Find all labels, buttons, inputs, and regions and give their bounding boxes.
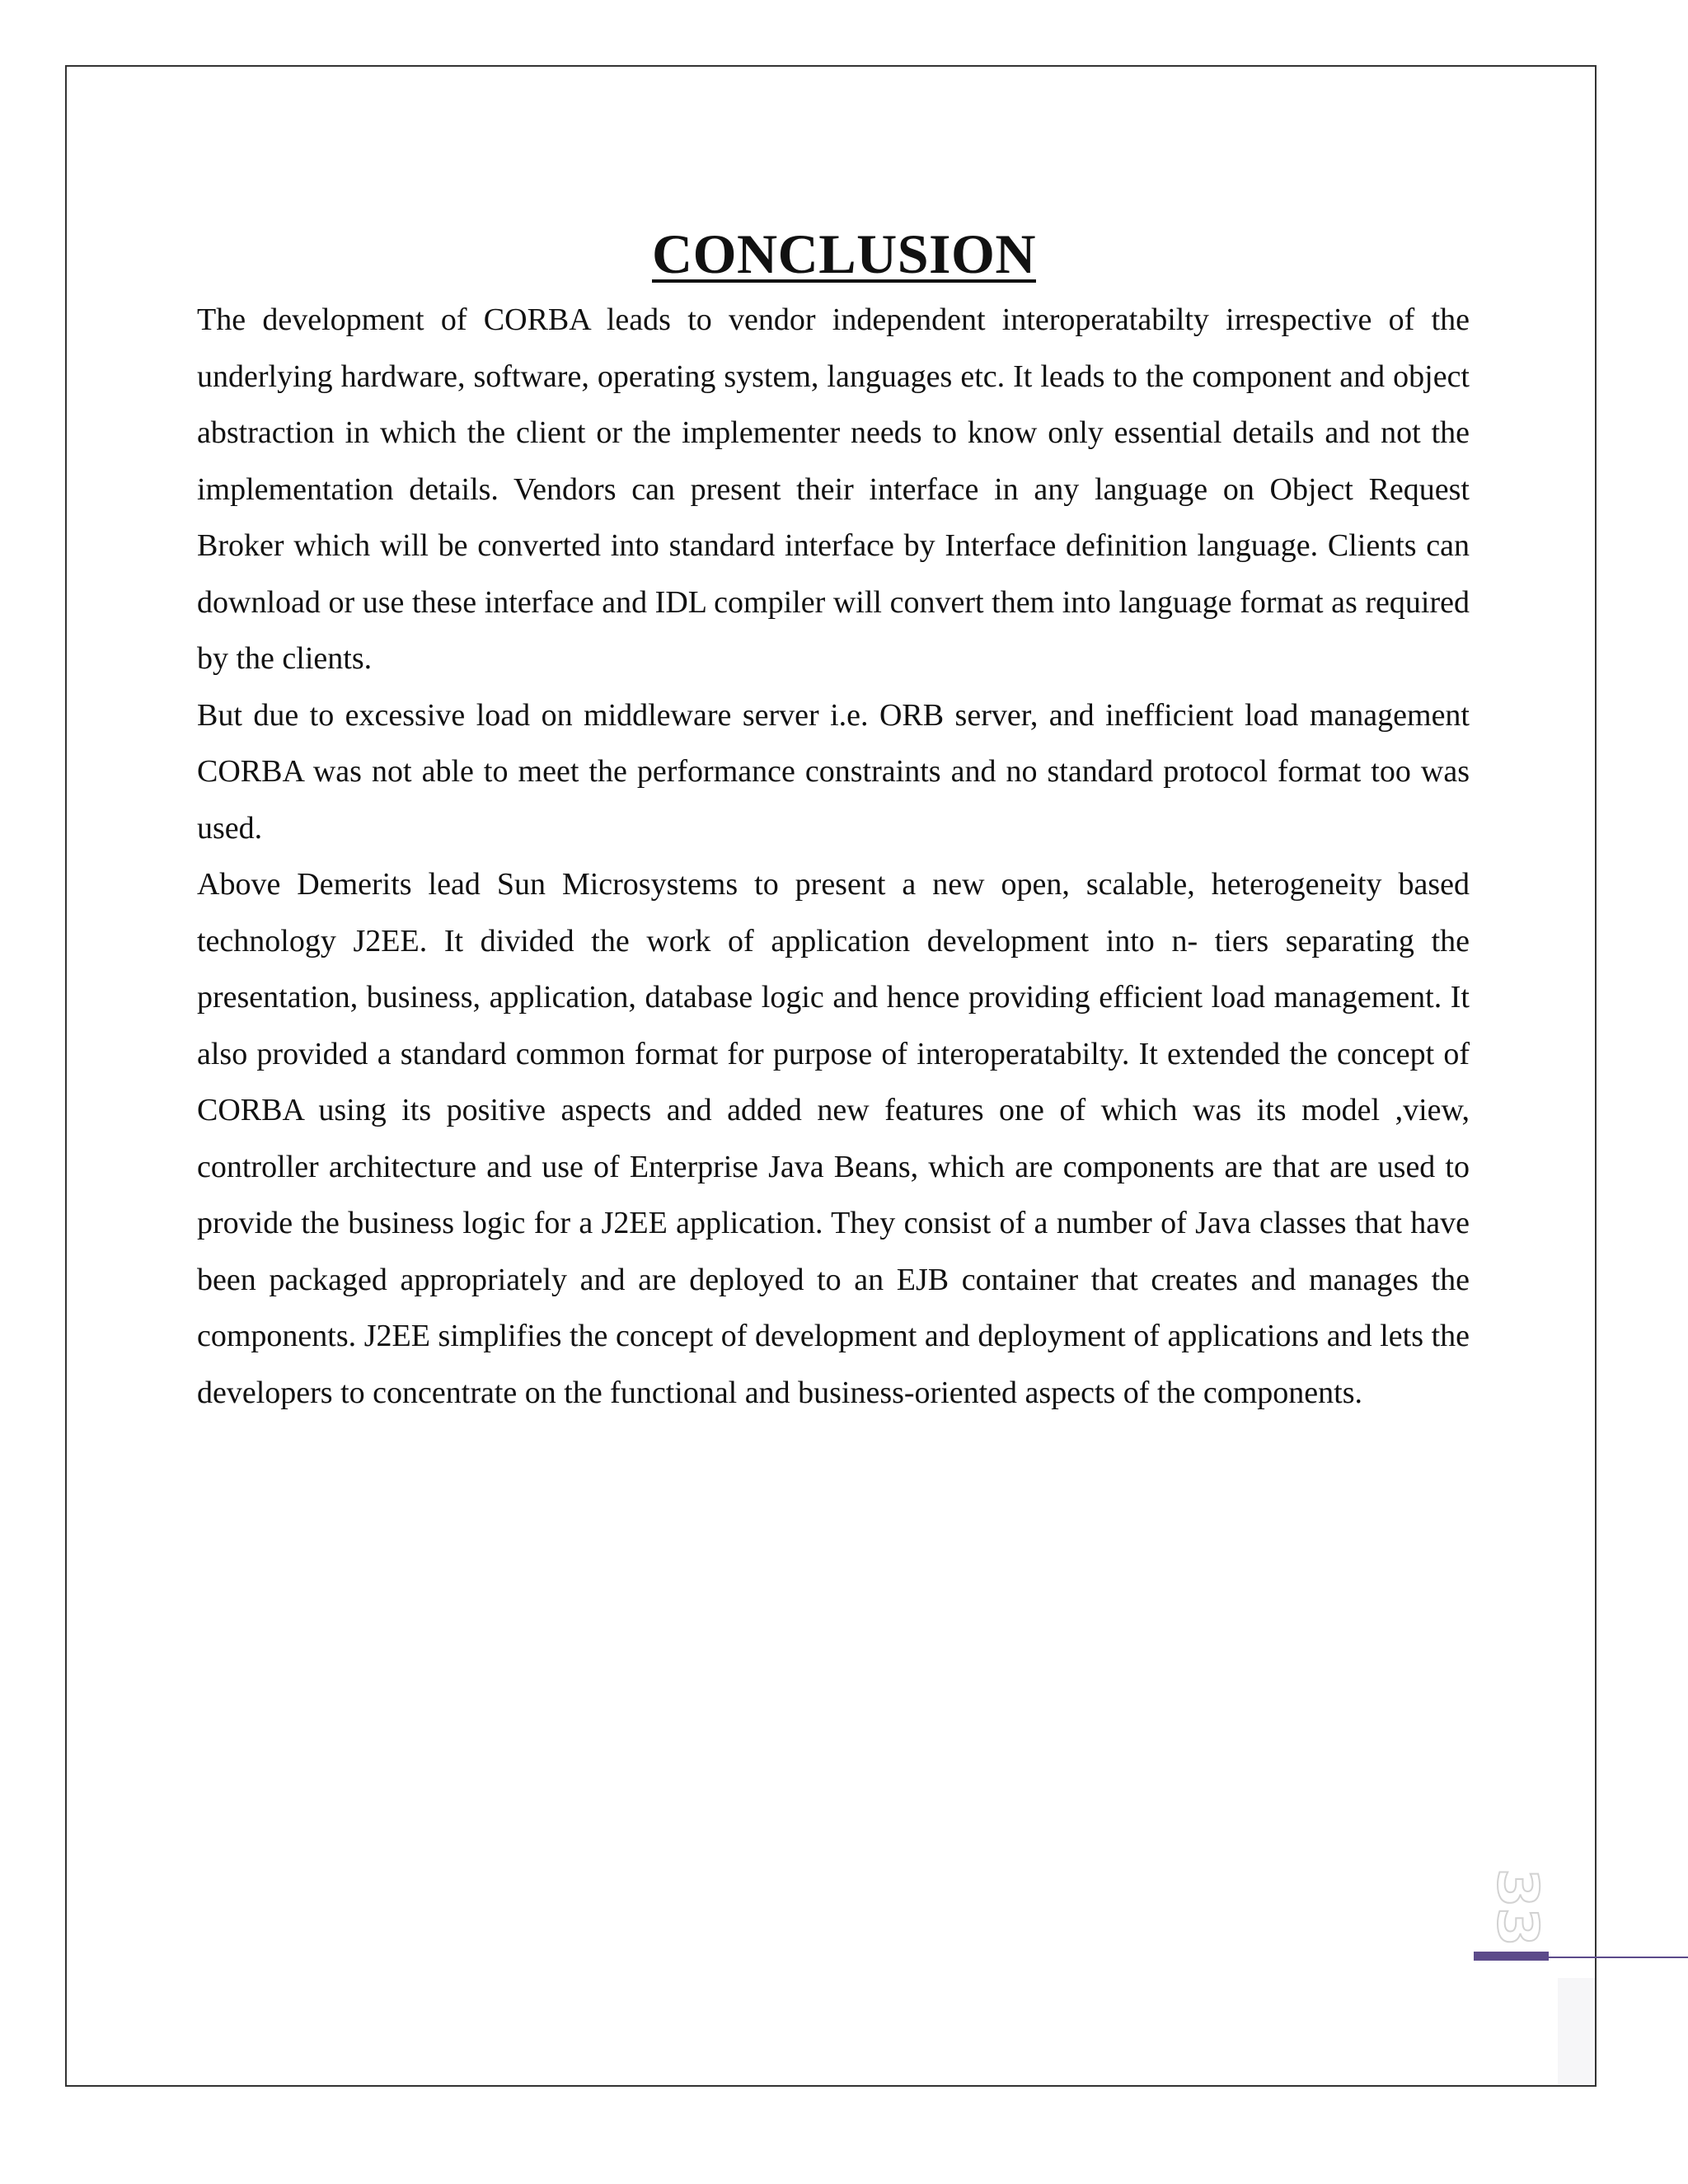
body-text <box>197 292 1470 1421</box>
paragraph: The development of CORBA leads to vendor independent interoperatabilty irrespective of the underlying hardware, software, operating system, languages etc. It leads to the component and object abstraction in which the client or the implementer needs to know only essential details and not the implementation details. Vendors can present their interface in any language on Object Request Broker which will be converted into standard interface by Interface definition language. Clients can download or use these interface and IDL compiler will convert them into language format as required by the clients. <box>197 302 1470 676</box>
page-number-accent-line <box>1549 1957 1688 1958</box>
side-shade <box>1558 1978 1595 2085</box>
paragraph: Above Demerits lead Sun Microsystems to present a new open, scalable, heterogeneity based technology J2EE. It divided the work of application development into n- tiers separating the presentation, business, application, database logic and hence providing efficient load management. It also provided a standard common format for purpose of interoperatabilty. It extended the concept of CORBA using its positive aspects and added new features one of which was its model ,view, controller architecture and use of Enterprise Java Beans, which are components are that are used to provide the business logic for a J2EE application. They consist of a number of Java classes that have been packaged appropriately and are deployed to an EJB container that creates and manages the components. J2EE simplifies the concept of development and deployment of applications and lets the developers to concentrate on the functional and business-oriented aspects of the components. <box>197 867 1470 1410</box>
page-number: 33 <box>1484 1868 1550 1947</box>
page-number-accent-bar <box>1474 1952 1549 1961</box>
paragraph: But due to excessive load on middleware server i.e. ORB server, and inefficient load management CORBA was not able to meet the performance constraints and no standard protocol format too was used. <box>197 697 1470 846</box>
page-title: CONCLUSION <box>652 222 1036 285</box>
